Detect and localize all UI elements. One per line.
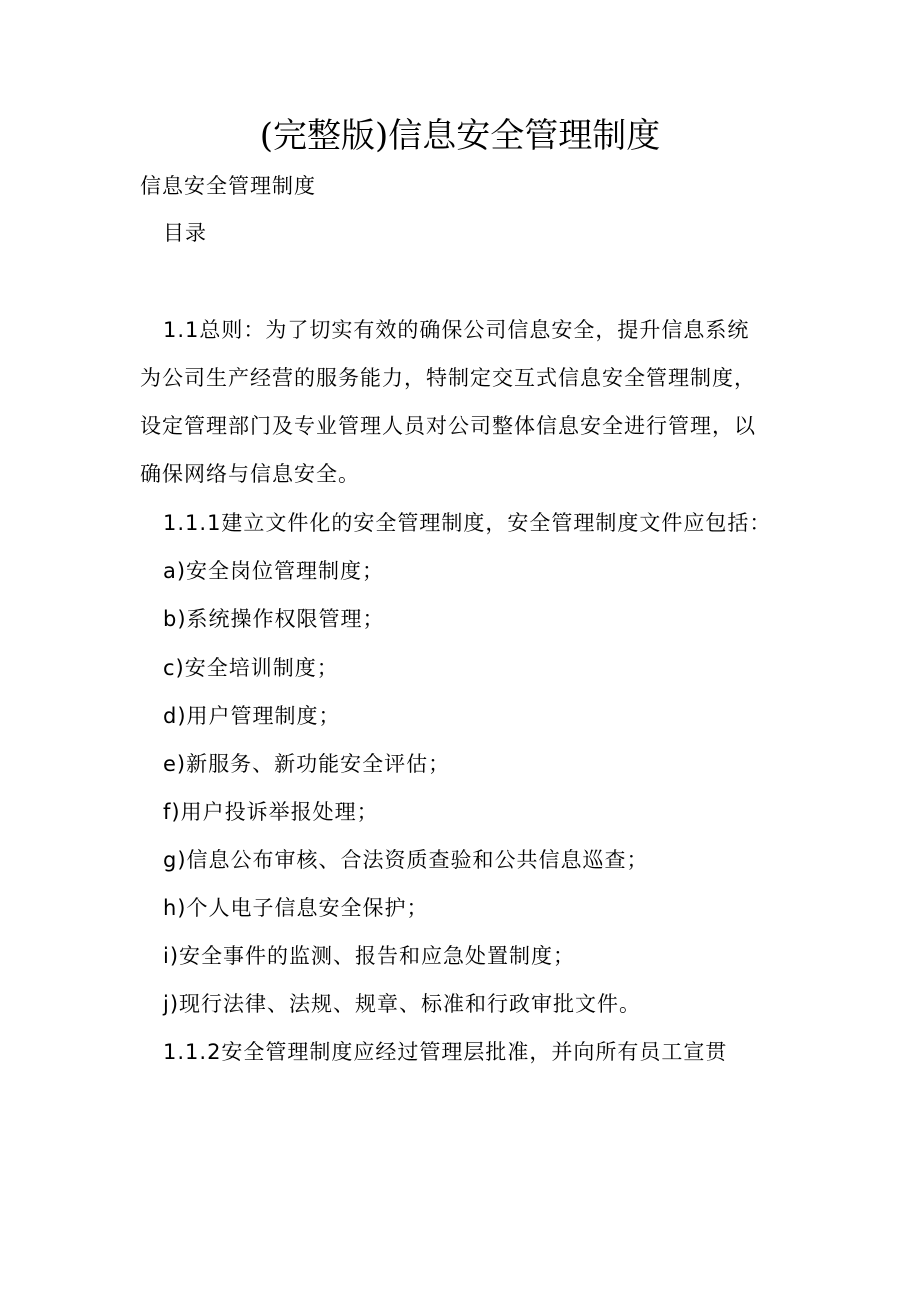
section-1-1-1-heading: 1.1.1建立文件化的安全管理制度，安全管理制度文件应包括： — [163, 511, 772, 535]
document-title: (完整版)信息安全管理制度 — [259, 116, 661, 156]
list-item-g: g)信息公布审核、合法资质查验和公共信息巡查； — [163, 848, 649, 872]
section-1-1-line-3: 设定管理部门及专业管理人员对公司整体信息安全进行管理，以 — [140, 414, 756, 438]
document-subtitle: 信息安全管理制度 — [140, 174, 316, 198]
section-1-1-line-4: 确保网络与信息安全。 — [140, 462, 360, 486]
section-1-1-line-1: 1.1总则：为了切实有效的确保公司信息安全，提升信息系统 — [163, 318, 750, 342]
list-item-c: c)安全培训制度； — [163, 656, 339, 680]
list-item-e: e)新服务、新功能安全评估； — [163, 752, 451, 776]
list-item-h: h)个人电子信息安全保护； — [163, 896, 429, 920]
section-1-1-line-2: 为公司生产经营的服务能力，特制定交互式信息安全管理制度， — [140, 366, 756, 390]
list-item-d: d)用户管理制度； — [163, 704, 341, 728]
list-item-b: b)系统操作权限管理； — [163, 607, 385, 631]
list-item-f: f)用户投诉举报处理； — [163, 800, 379, 824]
list-item-j: j)现行法律、法规、规章、标准和行政审批文件。 — [163, 992, 642, 1016]
list-item-a: a)安全岗位管理制度； — [163, 559, 385, 583]
section-1-1-2-heading: 1.1.2安全管理制度应经过管理层批准，并向所有员工宣贯 — [163, 1040, 728, 1064]
list-item-i: i)安全事件的监测、报告和应急处置制度； — [163, 944, 576, 968]
toc-label: 目录 — [163, 221, 207, 245]
